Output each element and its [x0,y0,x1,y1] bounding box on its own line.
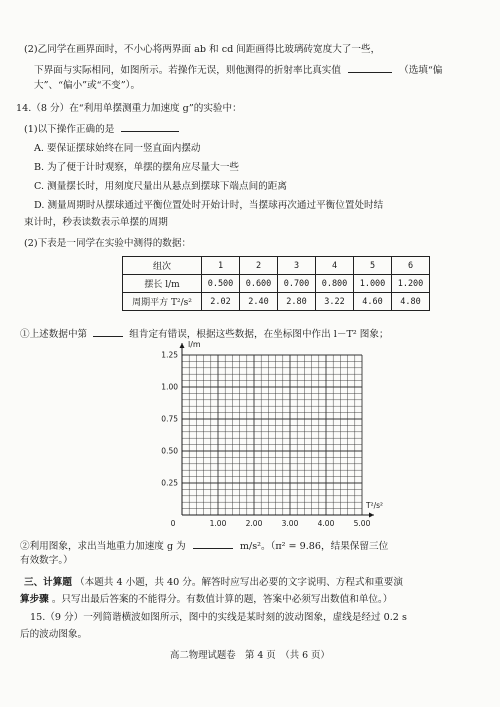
table-cell: 3.22 [316,293,354,311]
q13-2-line2-text: 下界面与实际相同，如图所示。若操作无误，则他测得的折射率比真实值 [34,65,341,76]
q14-1-stem [24,121,179,136]
q14-2-sub1-text-b: 组肯定有错误，根据这些数据，在坐标图中作出 l－T² 图象； [129,329,389,340]
answer-blank-wrong-group[interactable] [93,326,123,337]
table-cell: 1.200 [392,275,430,293]
y-axis-arrow [180,343,185,348]
graph-ticks [161,340,383,528]
table-cell: 0.700 [278,275,316,293]
q15-line1: 15.（9 分）一列简谐横波如图所示，图中的实线是某时刻的波动图象，虚线是经过 0.2 s [30,612,407,623]
option-c: C. 测量摆长时，用刻度尺量出从悬点到摆球下端点间的距离 [34,181,287,192]
l-t2-graph[interactable] [146,338,384,530]
table-header-cell: 2 [240,257,278,275]
y-tick-label: 1.25 [161,350,178,360]
section-3-line2 [20,594,392,606]
table-header-cell: 3 [278,257,316,275]
y-axis-label: l/m [188,340,201,349]
option-a: A. 要保证摆球始终在同一竖直面内摆动 [34,143,201,154]
graph-axes [180,343,375,518]
table-header-cell: 6 [392,257,430,275]
table-cell: 0.500 [202,275,240,293]
option-d-line1: D. 测量周期时从摆球通过平衡位置处时开始计时，当摆球再次通过平衡位置处时结 [34,200,384,211]
graph-grid [182,355,362,515]
section-3-instructions: （本题共 4 小题，共 40 分。解答时应写出必要的文字说明、方程式和重要演 [75,577,403,588]
answer-blank-refraction[interactable] [348,62,392,73]
q14-2-stem: (2)下表是一同学在实验中测得的数据： [24,238,192,249]
q13-2-line3: 大”、“偏小”或“不变”）。 [34,80,141,91]
q14-2-sub2-text-b: m/s²。（π² = 9.86，结果保留三位 [239,541,389,552]
table-header-row [123,257,430,275]
table-cell: 4.60 [354,293,392,311]
q15-line2: 后的波动图象。 [20,629,88,640]
answer-blank-g[interactable] [193,538,233,549]
option-b: B. 为了便于计时观察，单摆的摆角应尽量大一些 [34,162,240,173]
x-axis-label: T²/s² [366,501,384,510]
table-cell: 1.000 [354,275,392,293]
table-header-cell: 1 [202,257,240,275]
data-table [122,256,430,311]
q14-1-text: (1)以下操作正确的是 [24,124,115,135]
x-tick-label: 5.00 [353,519,371,528]
table-cell: 0.600 [240,275,278,293]
q14-title: 14.（8 分）在“利用单摆测重力加速度 g”的实验中： [16,103,242,114]
x-tick-label: 1.00 [209,519,227,528]
table-row-length [123,275,430,293]
x-tick-label: 4.00 [317,519,335,528]
y-tick-label: 0.50 [161,446,178,456]
table-cell: 2.40 [240,293,278,311]
x-tick-label: 2.00 [245,519,263,528]
table-cell: 2.80 [278,293,316,311]
option-d-line2: 束计时，秒表读数表示单摆的周期 [24,217,168,228]
q13-2-line1: (2)乙同学在画界面时，不小心将两界面 ab 和 cd 间距画得比玻璃砖宽度大了一些， [24,44,381,55]
q14-2-sub2-text-a: ②利用图象，求出当地重力加速度 g 为 [20,541,186,552]
table-cell: 0.800 [316,275,354,293]
table-row-label: 周期平方 T²/s² [123,293,202,311]
y-tick-label: 1.00 [161,382,178,392]
table-cell: 2.02 [202,293,240,311]
q14-2-sub1-text-a: ①上述数据中第 [20,329,88,340]
answer-blank-14-1[interactable] [121,121,179,132]
table-header-cell: 组次 [123,257,202,275]
q13-2-line2-choice: （选填“偏 [399,65,443,76]
q14-2-sub2-line2: 有效数字。） [20,555,73,566]
section-3-steps: 算步骤 [20,594,49,605]
y-tick-label: 0.25 [161,478,178,488]
q14-2-sub2 [20,538,388,553]
page-footer: 高二物理试题卷 第 4 页 （共 6 页） [170,650,330,661]
section-3-line1 [24,577,403,589]
q13-2-line2 [34,62,442,77]
table-row-period [123,293,430,311]
table-header-cell: 5 [354,257,392,275]
origin-label: 0 [170,519,176,528]
x-tick-label: 3.00 [281,519,299,528]
table-header-cell: 4 [316,257,354,275]
x-axis-arrow [369,513,374,518]
table-row-label: 摆长 l/m [123,275,202,293]
y-tick-label: 0.75 [161,414,178,424]
table-cell: 4.80 [392,293,430,311]
section-3-instructions-2: 。只写出最后答案的不能得分。有数值计算的题，答案中必须写出数值和单位。） [51,594,393,605]
section-3-heading: 三、计算题 [24,577,72,588]
